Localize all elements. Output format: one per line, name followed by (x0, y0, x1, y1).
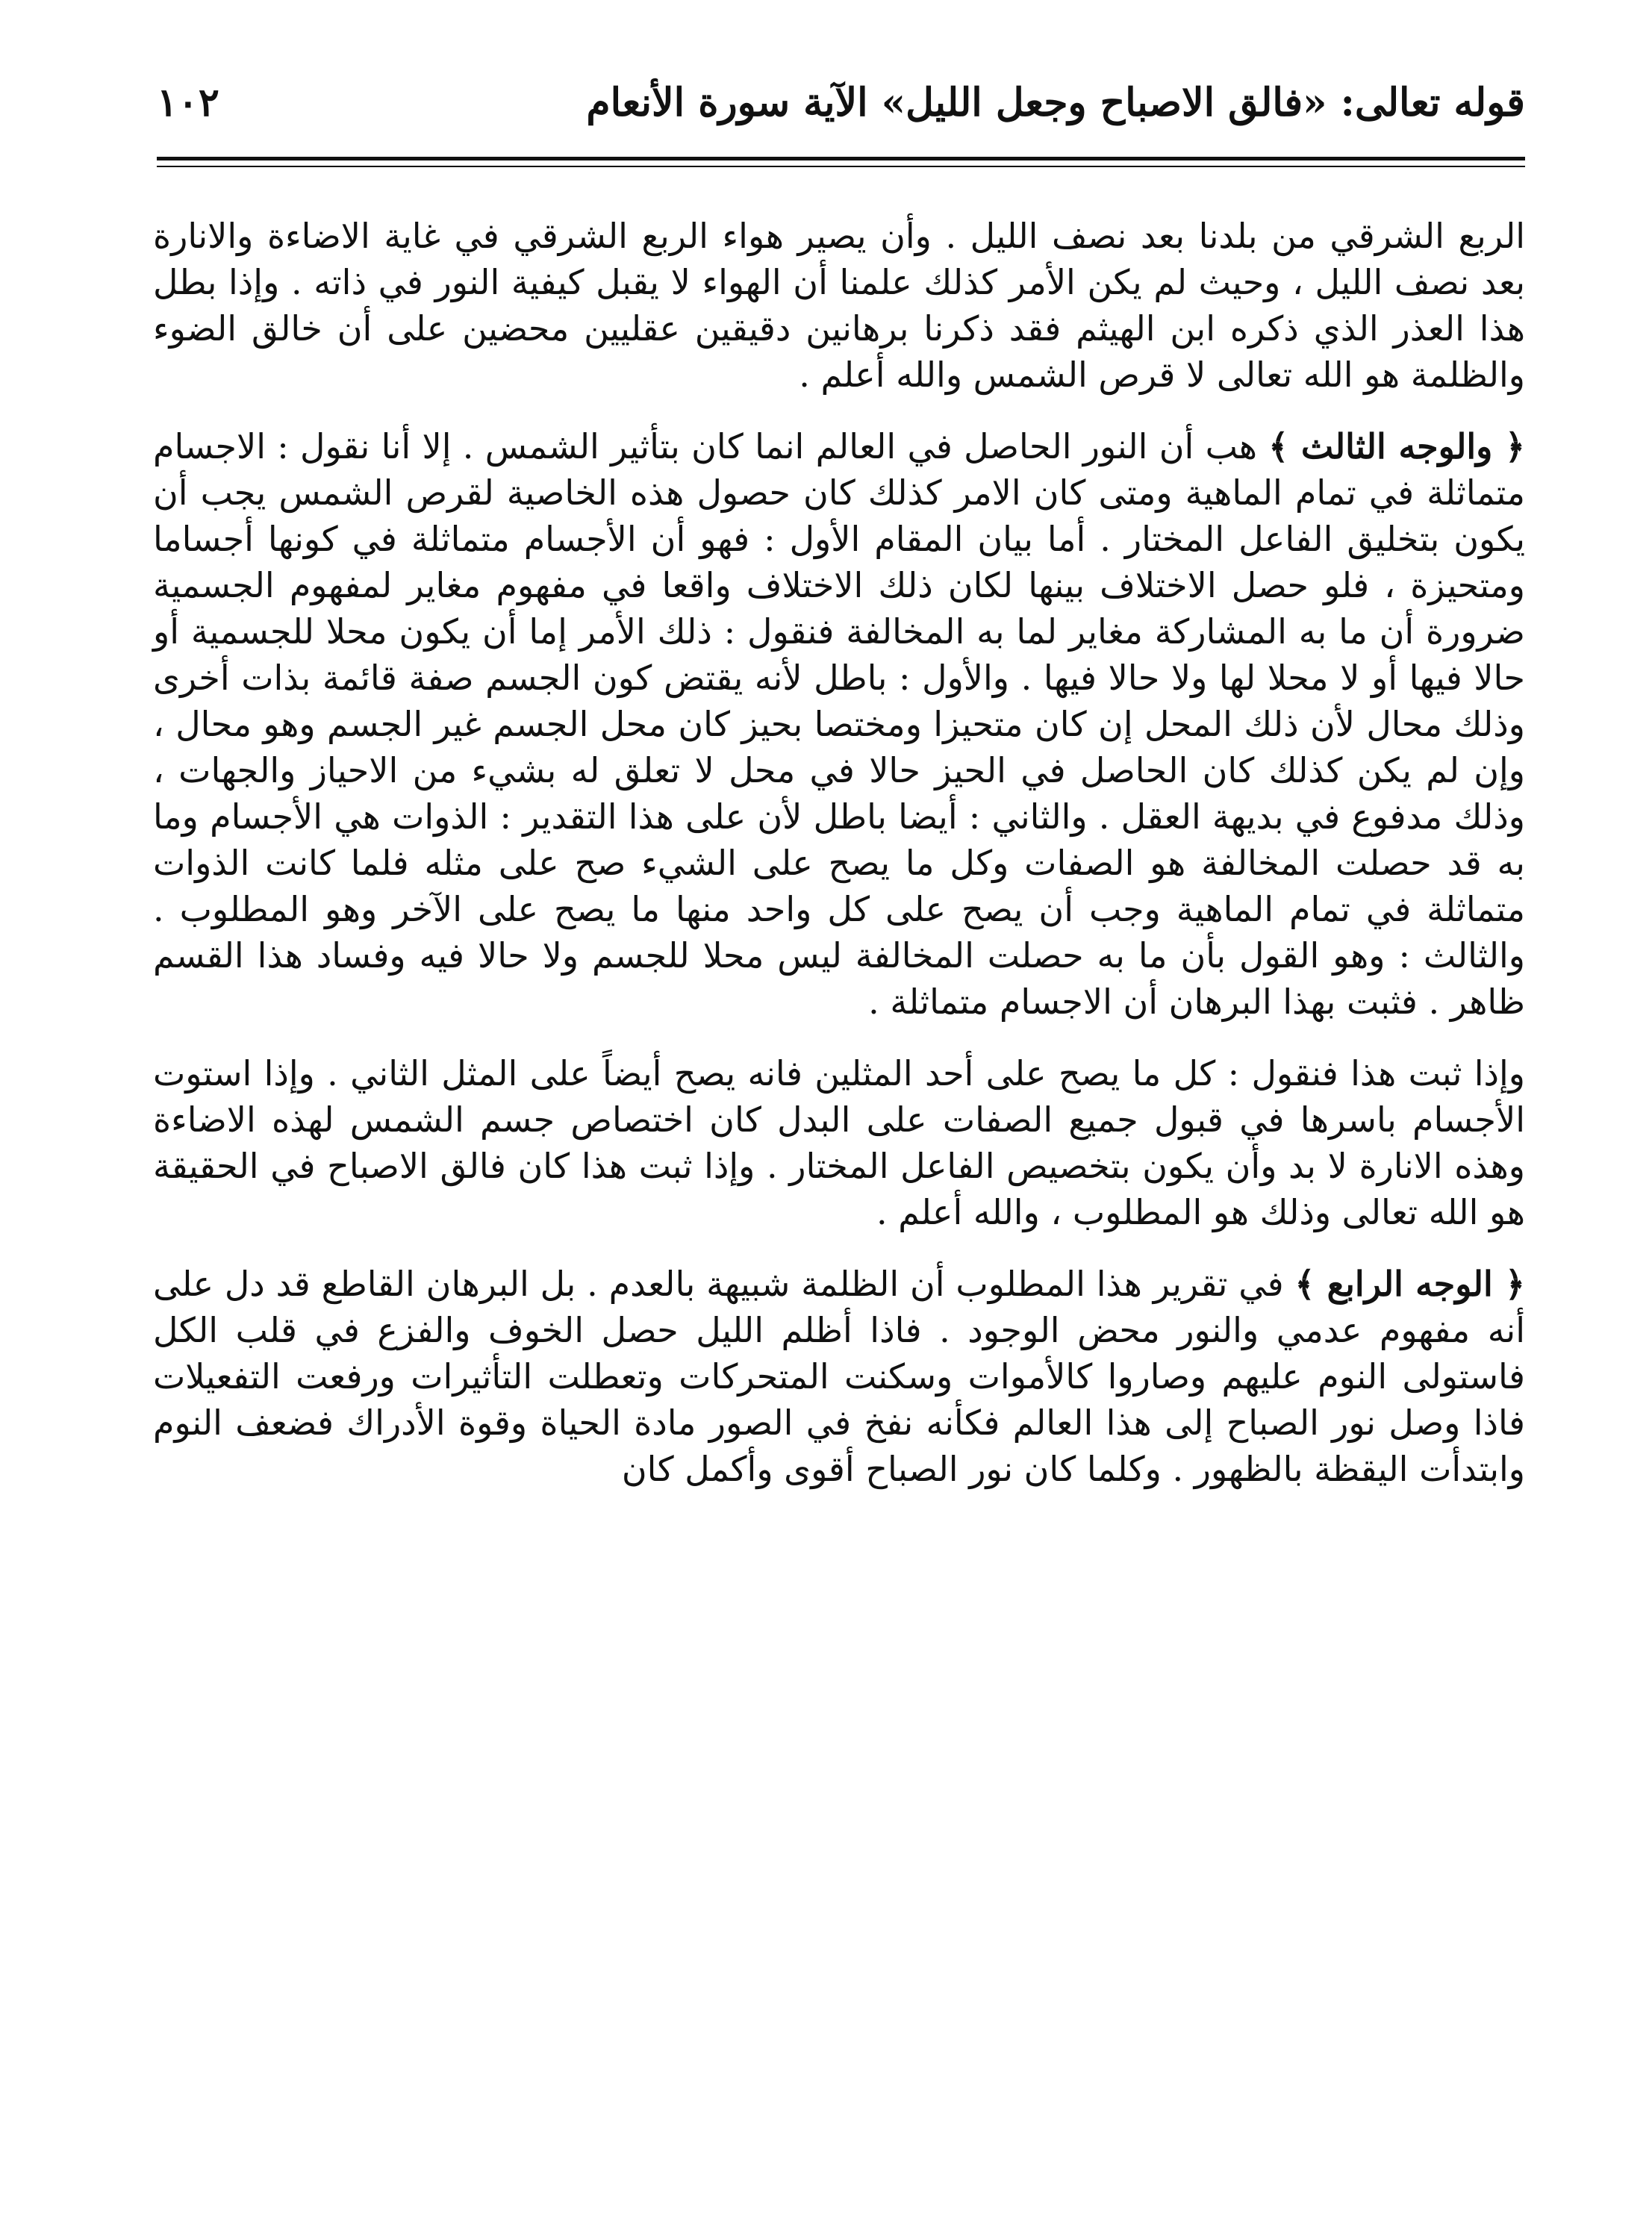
paragraph-text: الربع الشرقي من بلدنا بعد نصف الليل . وأن يصير هواء الربع الشرقي في غاية الاضاءة والانارة بعد نصف الليل ، وحيث لم يكن الأمر كذلك علمنا أن الهواء لا يقبل كيفية النور في ذاته . وإذا بطل هذا العذر الذي ذكره ابن الهيثم فقد ذكرنا برهانين دقيقين عقليين محضين على أن خالق الضوء والظلمة هو الله تعالى لا قرص الشمس والله أعلم . (153, 216, 1525, 395)
paragraph-4 (153, 1261, 1525, 1492)
paragraph-2 (153, 423, 1525, 1025)
page-number: ١٠٢ (157, 80, 219, 125)
section-heading-third-aspect: ﴿ والوجه الثالث ﴾ (1268, 426, 1525, 467)
body-text (153, 213, 1525, 1517)
section-heading-fourth-aspect: ﴿ الوجه الرابع ﴾ (1294, 1264, 1525, 1304)
running-title: قوله تعالى: «فالق الاصباح وجعل الليل» الآية سورة الأنعام (586, 80, 1525, 125)
page-header (157, 71, 1525, 153)
header-rule-thin (157, 166, 1525, 167)
paragraph-3 (153, 1050, 1525, 1235)
paragraph-text: في تقرير هذا المطلوب أن الظلمة شبيهة بالعدم . بل البرهان القاطع قد دل على أنه مفهوم عدمي والنور محض الوجود . فاذا أظلم الليل حصل الخوف والفزع في قلب الكل فاستولى النوم عليهم وصاروا كالأموات وسكنت المتحركات وتعطلت التأثيرات ورفعت التفعيلات فاذا وصل نور الصباح إلى هذا العالم فكأنه نفخ في الصور مادة الحياة وقوة الأدراك فضعف النوم وابتدأت اليقظة بالظهور . وكلما كان نور الصباح أقوى وأكمل كان (153, 1264, 1526, 1489)
paragraph-text: هب أن النور الحاصل في العالم انما كان بتأثير الشمس . إلا أنا نقول : الاجسام متماثلة في تمام الماهية ومتى كان الامر كذلك كان حصول هذه الخاصية لقرص الشمس يجب أن يكون بتخليق الفاعل المختار . أما بيان المقام الأول : فهو أن الأجسام متماثلة في كونها أجساما ومتحيزة ، فلو حصل الاختلاف بينها لكان ذلك الاختلاف واقعا في مفهوم مغاير لمفهوم الجسمية ضرورة أن ما به المشاركة مغاير لما به المخالفة فنقول : ذلك الأمر إما أن يكون محلا للجسمية أو حالا فيها أو لا محلا لها ولا حالا فيها . والأول : باطل لأنه يقتض كون الجسم صفة قائمة بذات أخرى وذلك محال لأن ذلك المحل إن كان متحيزا ومختصا بحيز كان محل الجسم غير الجسم وهو محال ، وإن لم يكن كذلك كان الحاصل في الحيز حالا في محل لا تعلق له بشيء من الاحياز والجهات ، وذلك مدفوع في بديهة العقل . والثاني : أيضا باطل لأن على هذا التقدير : الذوات هي الأجسام وما به قد حصلت المخالفة هو الصفات وكل ما يصح على الشيء صح على مثله فلما كانت الذوات متماثلة في تمام الماهية وجب أن يصح على كل واحد منها ما يصح على الآخر وهو المطلوب . والثالث : وهو القول بأن ما به حصلت المخالفة ليس محلا للجسم ولا حالا فيه وفساد هذا القسم ظاهر . فثبت بهذا البرهان أن الاجسام متماثلة . (153, 426, 1526, 1022)
header-rule (157, 157, 1525, 160)
paragraph-1 (153, 213, 1525, 398)
paragraph-text: وإذا ثبت هذا فنقول : كل ما يصح على أحد المثلين فانه يصح أيضاً على المثل الثاني . وإذا استوت الأجسام باسرها في قبول جميع الصفات على البدل كان اختصاص جسم الشمس لهذه الاضاءة وهذه الانارة لا بد وأن يكون بتخصيص الفاعل المختار . وإذا ثبت هذا كان فالق الاصباح في الحقيقة هو الله تعالى وذلك هو المطلوب ، والله أعلم . (153, 1053, 1525, 1232)
